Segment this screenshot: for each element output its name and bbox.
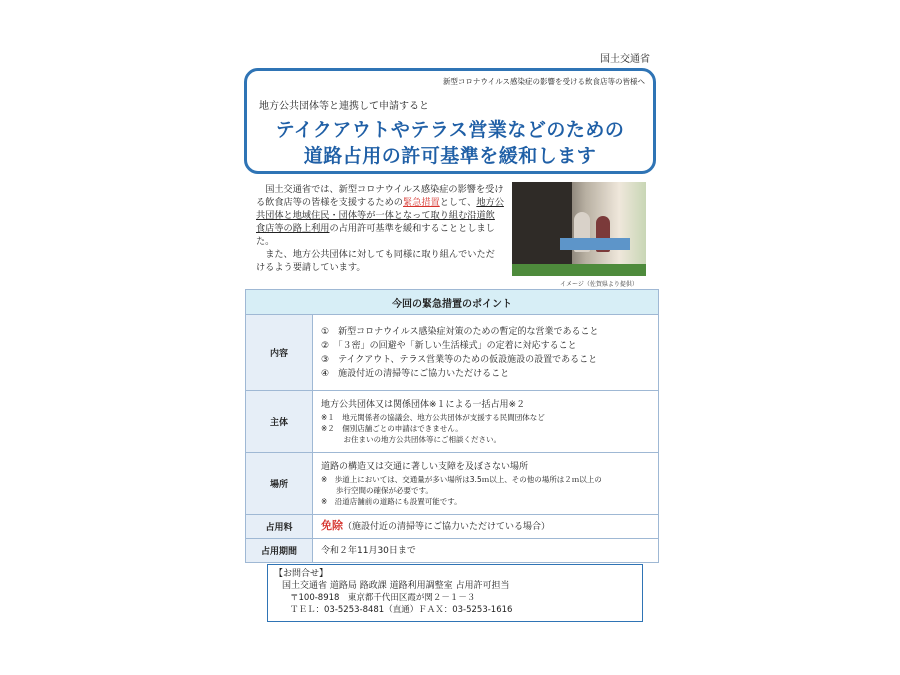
- content-cell: [313, 315, 659, 391]
- row-label-fee: 占用料: [246, 515, 313, 539]
- content-item: ③ テイクアウト、テラス営業等のための仮設施設の設置であること: [321, 354, 598, 365]
- fee-cell: [313, 515, 659, 539]
- period-cell: 令和２年11月30日まで: [313, 539, 659, 563]
- row-label-subject: 主体: [246, 391, 313, 453]
- subject-main: 地方公共団体又は関係団体※１による一括占用※２: [321, 400, 526, 410]
- intro-emergency-highlight: 緊急措置: [403, 197, 440, 208]
- fee-exempt: 免除: [321, 519, 343, 532]
- row-label-place: 場所: [246, 453, 313, 515]
- subject-note: ※１ 地元関係者の協議会、地方公共団体が支援する民間団体など: [321, 413, 545, 422]
- table-header: 今回の緊急措置のポイント: [246, 290, 659, 315]
- place-note: 歩行空間の確保が必要です。: [321, 486, 433, 495]
- emergency-points-table: [245, 289, 659, 563]
- subject-cell: [313, 391, 659, 453]
- row-label-period: 占用期間: [246, 539, 313, 563]
- photo-caption: イメージ（佐賀県より提供）: [560, 281, 638, 288]
- headline-line-1: テイクアウトやテラス営業などのための: [275, 119, 625, 141]
- contact-phone: ＴＥＬ：03-5253-8481（直通）ＦＡＸ：03-5253-1616: [290, 605, 513, 615]
- fee-note: （施設付近の清掃等にご協力いただけている場合）: [343, 522, 551, 532]
- lead-text: 地方公共団体等と連携して申請すると: [259, 101, 429, 112]
- content-item: ② 「３密」の回避や「新しい生活様式」の定着に対応すること: [321, 340, 577, 351]
- intro-underlined-text: 地方公共団体と地域住民・団体等が一体となって取り組む沿道飲食店等の路上利用: [256, 197, 504, 234]
- place-main: 道路の構造又は交通に著しい支障を及ぼさない場所: [321, 462, 529, 472]
- contact-office: 国土交通省 道路局 路政課 道路利用調整室 占用許可担当: [282, 581, 510, 591]
- subject-note: お住まいの地方公共団体等にご相談ください。: [321, 435, 501, 444]
- subject-note: ※２ 個別店舗ごとの申請はできません。: [321, 424, 463, 433]
- place-note: ※ 沿道店舗前の道路にも設置可能です。: [321, 497, 462, 506]
- intro-p1-a: 国土交通省では、新型コロナウイルス感染症の影響を受ける飲食店等の皆様を支援するための: [256, 184, 504, 208]
- hero-banner: [244, 68, 656, 174]
- intro-text: [256, 183, 504, 274]
- audience-text: 新型コロナウイルス感染症の影響を受ける飲食店等の皆様へ: [442, 77, 645, 86]
- intro-p1-c: の占用許可基準を緩和することとしました。: [256, 223, 495, 247]
- contact-address: 〒100-8918 東京都千代田区霞が関２－１－３: [290, 593, 476, 603]
- contact-box: [267, 564, 643, 622]
- content-item: ④ 施設付近の清掃等にご協力いただけること: [321, 368, 510, 379]
- headline-line-2: 道路占用の許可基準を緩和します: [303, 145, 597, 167]
- intro-p1-b: として、: [439, 197, 477, 208]
- intro-p2: また、地方公共団体に対しても同様に取り組んでいただけるよう要請しています。: [256, 249, 495, 273]
- ministry-label: 国土交通省: [600, 54, 650, 65]
- terrace-photo: [512, 182, 646, 276]
- place-cell: [313, 453, 659, 515]
- contact-heading: 【お問合せ】: [274, 569, 329, 579]
- row-label-content: 内容: [246, 315, 313, 391]
- content-item: ① 新型コロナウイルス感染症対策のための暫定的な営業であること: [321, 326, 599, 337]
- place-note: ※ 歩道上においては、交通量が多い場所は3.5ｍ以上、その他の場所は２ｍ以上の: [321, 475, 602, 484]
